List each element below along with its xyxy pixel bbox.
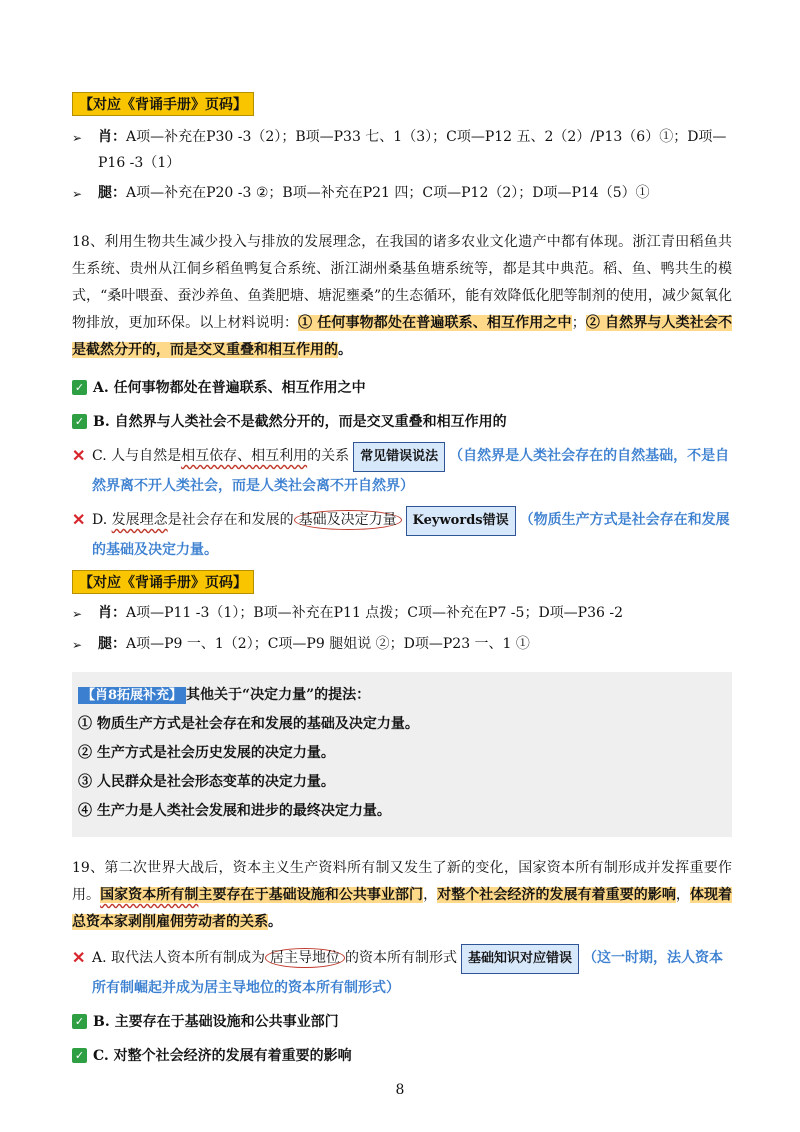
reference-line: ➢ 腿：A项—补充在P20 -3 ②；B项—补充在P21 四；C项—P12（2）；D项—P14（5）① [72, 180, 732, 207]
reference-line: ➢ 肖：A项—补充在P30 -3（2）；B项—P33 七、1（3）；C项—P12 五、2（2）/P13（6）①；D项—P16 -3（1） [72, 124, 732, 176]
reference-line: ➢ 肖：A项—P11 -3（1）；B项—补充在P11 点拨；C项—补充在P7 -5；D项—P36 -2 [72, 600, 732, 627]
top-reference [72, 92, 732, 207]
extension-item: ④ 生产力是人类社会发展和进步的最终决定力量。 [78, 803, 391, 819]
extension-title: 【肖8拓展补充】 其他关于“决定力量”的提法： [78, 682, 726, 709]
arrow-bullet-icon: ➢ [72, 187, 83, 201]
reference-line: ➢ 腿：A项—P9 一、1（2）；C项—P9 腿姐说 ②；D项—P23 一、1 ① [72, 631, 732, 658]
option-b: ✓ B. 自然界与人类社会不是截然分开的，而是交叉重叠和相互作用的 [72, 408, 732, 436]
cross-icon: ✕ [72, 510, 86, 529]
q18-reference [72, 570, 732, 658]
extension-tag: 【肖8拓展补充】 [78, 687, 186, 704]
question-stem: 19、第二次世界大战后，资本主义生产资料所有制又发生了新的变化，国家资本所有制形成并发挥重要作用。国家资本所有制主要存在于基础设施和公共事业部门，对整个社会经济的发展有着重要的影响，体现着总资本家剥削雇佣劳动者的关系。 [72, 860, 733, 930]
cross-icon: ✕ [72, 948, 86, 967]
arrow-bullet-icon: ➢ [72, 131, 83, 145]
check-icon: ✓ [72, 414, 87, 429]
check-icon: ✓ [72, 380, 87, 395]
reference-tag: 【对应《背诵手册》页码】 [72, 570, 254, 594]
extension-item: ③ 人民群众是社会形态变革的决定力量。 [78, 774, 335, 790]
option-c: ✕ C. 人与自然是相互依存、相互利用的关系 常见错误说法 （自然界是人类社会存在的自然基础，不是自然界离不开人类社会，而是人类社会离不开自然界） [72, 442, 732, 500]
extension-item: ① 物质生产方式是社会存在和发展的基础及决定力量。 [78, 716, 419, 732]
page-number: 8 [395, 1082, 405, 1098]
question-stem: 18、利用生物共生减少投入与排放的发展理念，在我国的诸多农业文化遗产中都有体现。浙江青田稻鱼共生系统、贵州从江侗乡稻鱼鸭复合系统、浙江湖州桑基鱼塘系统等，都是其中典范。稻、鱼、鸭共生的模式，“桑叶喂蚕、蚕沙养鱼、鱼粪肥塘、塘泥壅桑”的生态循环，能有效降低化肥等制剂的使用，减少氮氧化物排放，更加环保。以上材料说明：① 任何事物都处在普遍联系、相互作用之中；② 自然界与人类社会不是截然分开的，而是交叉重叠和相互作用的。 [72, 234, 733, 358]
arrow-bullet-icon: ➢ [72, 607, 83, 621]
option-d: ✕ D. 发展理念是社会存在和发展的 基础及决定力量 Keywords错误 （物质生产方式是社会存在和发展的基础及决定力量。 [72, 506, 732, 564]
cross-icon: ✕ [72, 446, 86, 465]
extension-item: ② 生产方式是社会历史发展的决定力量。 [78, 745, 335, 761]
error-type-badge: 常见错误说法 [353, 442, 445, 472]
option-c: ✓ C. 对整个社会经济的发展有着重要的影响 [72, 1042, 732, 1070]
error-type-badge: Keywords错误 [406, 506, 516, 536]
check-icon: ✓ [72, 1048, 87, 1063]
arrow-bullet-icon: ➢ [72, 638, 83, 652]
error-type-badge: 基础知识对应错误 [461, 944, 579, 974]
question-18 [72, 229, 732, 658]
option-a: ✕ A. 取代法人资本所有制成为 居主导地位 的资本所有制形式 基础知识对应错误 （这一时期，法人资本所有制崛起并成为居主导地位的资本所有制形式） [72, 944, 732, 1002]
option-b: ✓ B. 主要存在于基础设施和公共事业部门 [72, 1008, 732, 1036]
question-19 [72, 855, 732, 1070]
check-icon: ✓ [72, 1014, 87, 1029]
extension-box [72, 672, 732, 837]
option-a: ✓ A. 任何事物都处在普遍联系、相互作用之中 [72, 374, 732, 402]
page-content [72, 92, 732, 1076]
reference-tag: 【对应《背诵手册》页码】 [72, 92, 254, 116]
